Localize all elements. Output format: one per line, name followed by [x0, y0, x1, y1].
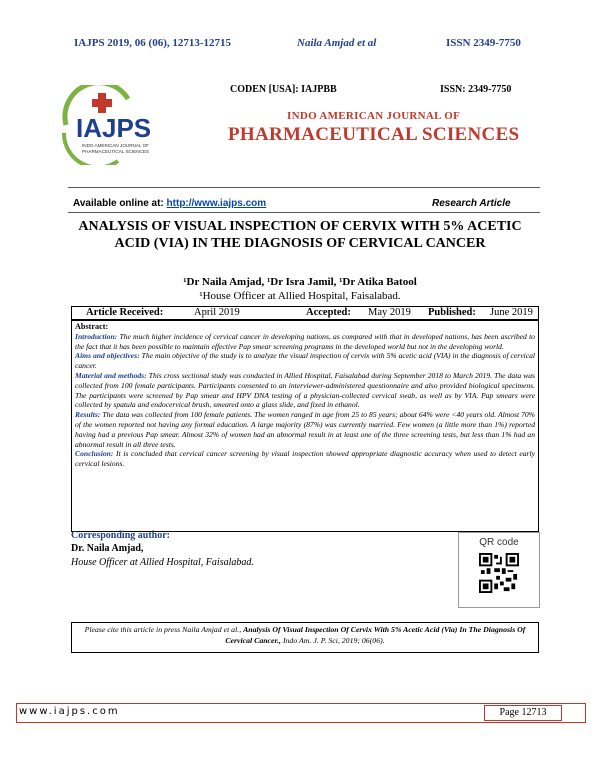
corresponding-name: Dr. Naila Amjad, [71, 543, 144, 554]
citation-title: Analysis Of Visual Inspection Of Cervix With 5% Acetic Acid (Via) In The Diagnosis Of Cervical Cancer., [225, 625, 526, 645]
results-label: Results: [75, 410, 101, 420]
corresponding-label: Corresponding author: [71, 530, 170, 541]
intro-text: The much higher incidence of cervical cancer in developing nations, as compared with that in developed nations, has been ascribed to the fact that it has been possible to maintain effective Pap smear screening programs in the developed world but not in the developing world. [75, 331, 535, 351]
journal-name-line2: PHARMACEUTICAL SCIENCES [228, 124, 520, 145]
citation-box [71, 622, 539, 653]
citation-prefix: Please cite this article in press Naila Amjad et al., [84, 625, 242, 634]
author-list: ¹Dr Naila Amjad, ¹Dr Isra Jamil, ¹Dr Atika Batool [183, 276, 417, 288]
methods-label: Material and methods: [75, 370, 147, 380]
conclusion-text: It is concluded that cervical cancer screening by visual inspection showed appropriate diagnostic accuracy when used to detect early cervical lesions. [75, 449, 535, 469]
logo-text: IAJPS [76, 113, 152, 143]
qr-label: QR code [479, 537, 519, 548]
aims-label: Aims and objectives: [75, 351, 140, 361]
article-title: ANALYSIS OF VISUAL INSPECTION OF CERVIX WITH 5% ACETIC ACID (VIA) IN THE DIAGNOSIS OF CERVICAL CANCER [78, 219, 522, 251]
page-number: Page 12713 [484, 705, 562, 721]
methods-text: This cross sectional study was conducted in Allied Hospital, Faisalabad during September 2018 to March 2019. The data was collected from 100 female participants. Participants consented to an interviewer-administered questionnaire and also provided biological specimens. The participants were screened by Pap smear and HPV DNA testing of a physician-collected cervical swab, as well as by VIA. Pap smears were collected by spatula and endocervical brush, smeared onto a glass slide, and fixed in ethanol. [75, 370, 536, 410]
corresponding-affiliation: House Officer at Allied Hospital, Faisalabad. [71, 557, 254, 568]
divider-top [68, 187, 540, 188]
qr-code-box[interactable] [458, 532, 540, 608]
qr-code-icon [479, 553, 519, 593]
coden: CODEN [USA]: IAJPBB [230, 84, 337, 95]
received-date: April 2019 [194, 307, 240, 318]
journal-name-line1: INDO AMERICAN JOURNAL OF [287, 110, 461, 122]
abstract-heading: Abstract: [75, 322, 109, 331]
header-author: Naila Amjad et al [297, 37, 377, 49]
divider-bottom [68, 212, 540, 213]
intro-label: Introduction: [75, 331, 118, 341]
availability-prefix: Available online at: [73, 198, 167, 209]
journal-url-link[interactable]: http://www.iajps.com [166, 198, 267, 209]
availability-line [73, 198, 266, 209]
journal-logo [58, 85, 188, 165]
citation-source: Indo Am. J. P. Sci, 2019; 06(06). [282, 636, 385, 645]
logo-graphic [58, 85, 188, 165]
masthead-issn: ISSN: 2349-7750 [440, 84, 512, 95]
aims-text: The main objective of the study is to analyze the visual inspection of cervix with 5% acetic acid (VIA) in the diagnosis of cervical cancer. [75, 351, 535, 371]
svg-text:INDO AMERICAN JOURNAL OF: INDO AMERICAN JOURNAL OF [82, 143, 149, 148]
received-label: Article Received: [86, 307, 164, 318]
svg-text:PHARMACEUTICAL SCIENCES: PHARMACEUTICAL SCIENCES [82, 149, 149, 154]
conclusion-label: Conclusion: [75, 449, 114, 459]
header-citation: IAJPS 2019, 06 (06), 12713-12715 [74, 37, 232, 49]
author-affiliation: ¹House Officer at Allied Hospital, Faisalabad. [199, 290, 401, 302]
results-text: The data was collected from 100 female patients. The women ranged in age from 25 to 85 years; about 64% were <40 years old. Almost 70% of the women reported not having any formal education. A large majority (87%) was currently married. Few women (a little more than 1%) reported having had a previous Pap smear. Almost 32% of women had an abnormal result in at least one of the three screening tests, but less than 1% had an abnormal result in all three tests. [75, 410, 535, 449]
article-dates [71, 306, 539, 320]
article-type: Research Article [432, 198, 511, 209]
accepted-label: Accepted: [306, 307, 351, 318]
footer-website: www.iajps.com [19, 706, 120, 717]
abstract-box [71, 320, 539, 532]
header-issn: ISSN 2349-7750 [446, 37, 521, 49]
published-label: Published: [428, 307, 476, 318]
accepted-date: May 2019 [368, 307, 411, 318]
published-date: June 2019 [490, 307, 533, 318]
